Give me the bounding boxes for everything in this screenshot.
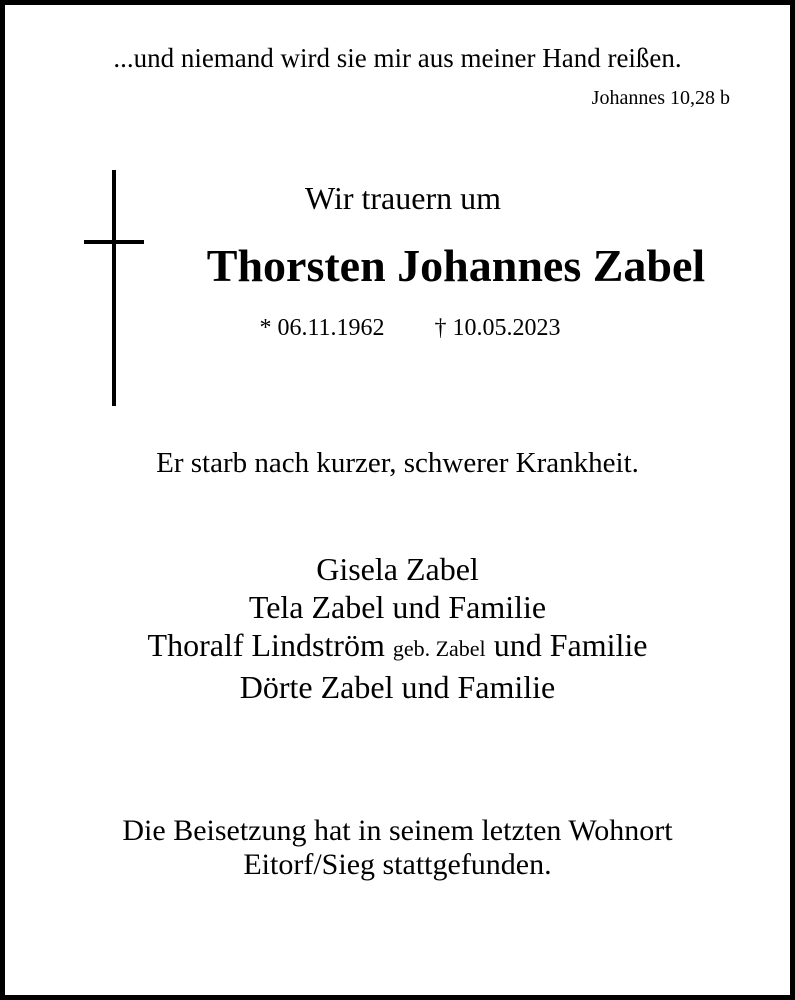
cause-of-death: Er starb nach kurzer, schwerer Krankheit. xyxy=(156,447,639,479)
mourners-list xyxy=(0,550,795,706)
bible-verse: ...und niemand wird sie mir aus meiner Hand reißen. xyxy=(113,43,682,73)
burial-line: Die Beisetzung hat in seinem letzten Wohnort xyxy=(122,814,673,847)
mourning-intro: Wir trauern um xyxy=(305,180,501,216)
burial-notice xyxy=(0,814,795,882)
verse-reference: Johannes 10,28 b xyxy=(591,87,730,109)
mourner-line: Gisela Zabel xyxy=(316,551,479,587)
mourner-name: Thoralf Lindström xyxy=(147,627,385,663)
birth-date: 06.11.1962 xyxy=(277,315,385,341)
death-date: 10.05.2023 xyxy=(452,315,561,341)
deceased-name: Thorsten Johannes Zabel xyxy=(206,240,706,291)
mourner-line: Dörte Zabel und Familie xyxy=(239,669,556,705)
mourner-line: Tela Zabel und Familie xyxy=(248,589,547,625)
life-dates xyxy=(0,312,795,344)
birth-symbol: * xyxy=(259,315,272,341)
mourner-suffix: und Familie xyxy=(493,627,648,663)
death-symbol: † xyxy=(434,315,447,341)
mourner-line xyxy=(0,626,795,668)
cross-horizontal-bar xyxy=(84,240,144,244)
burial-line: Eitorf/Sieg stattgefunden. xyxy=(243,848,552,881)
mourner-nee: geb. Zabel xyxy=(392,636,486,661)
